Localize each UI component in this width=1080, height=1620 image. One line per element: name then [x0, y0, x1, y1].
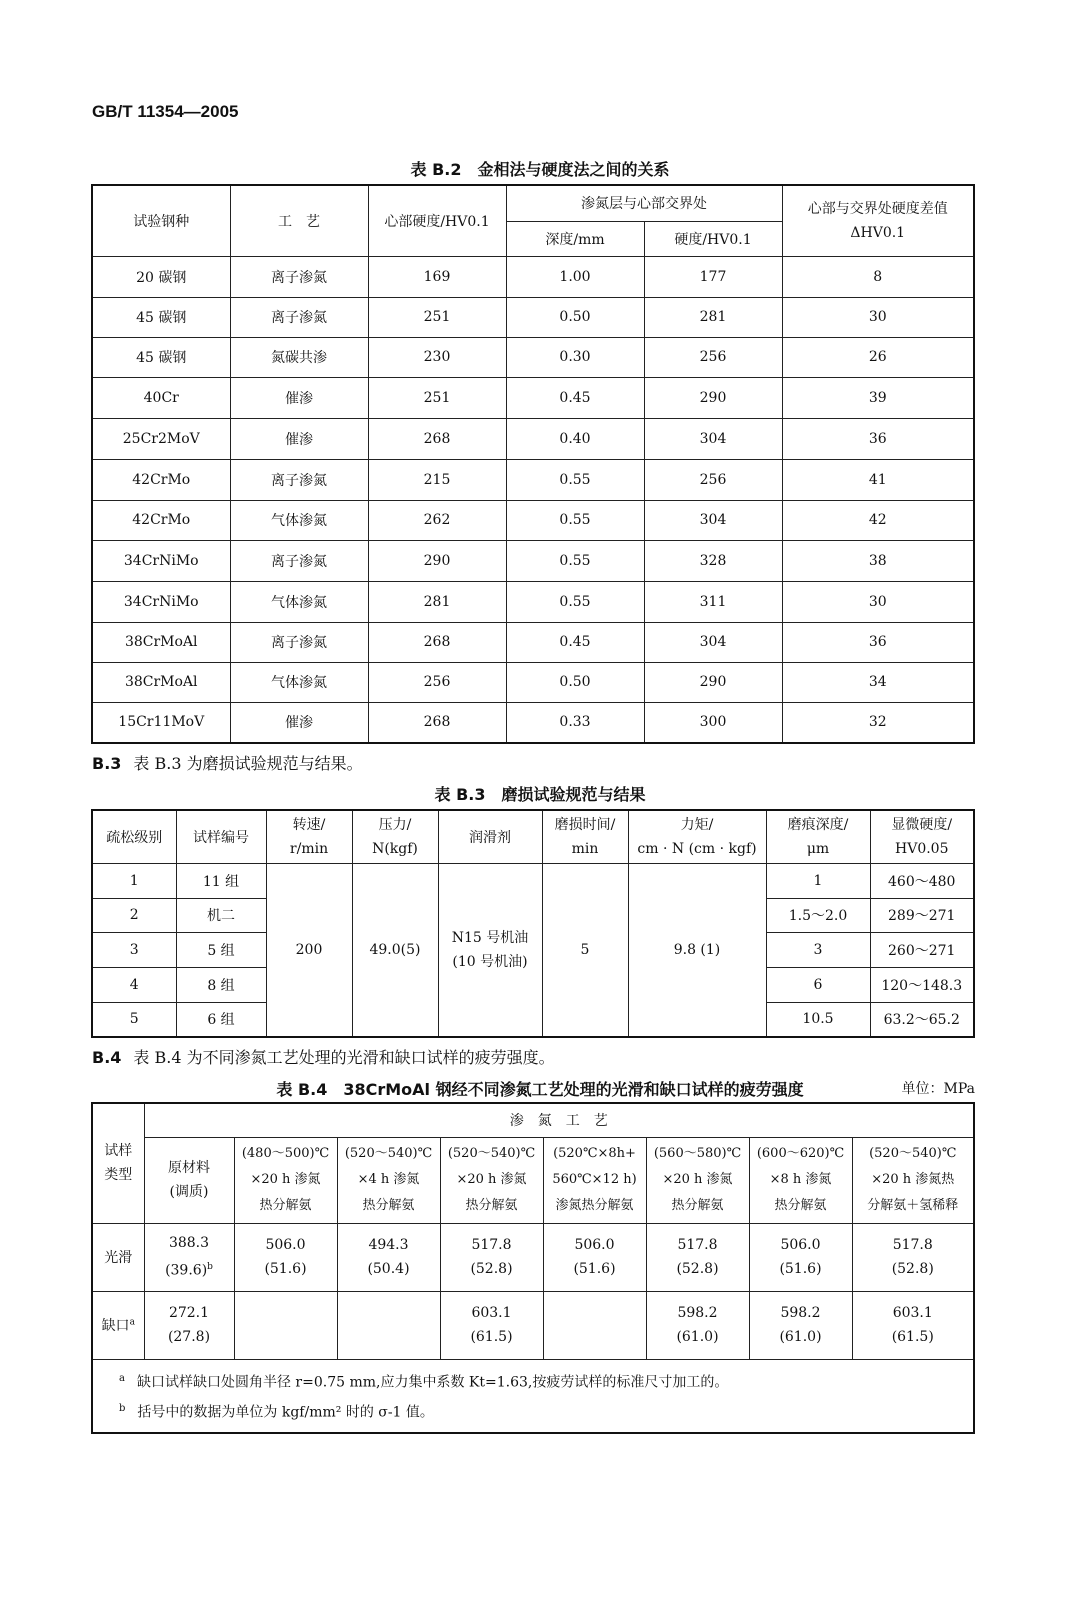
- cell-hardness-diff: 30: [782, 581, 974, 622]
- header-diff-line1: 心部与交界处硬度差值: [807, 200, 948, 217]
- cell-steel: 38CrMoAl: [92, 622, 230, 662]
- cell-steel: 25Cr2MoV: [92, 418, 230, 459]
- cell-steel: 42CrMo: [92, 459, 230, 500]
- cell-depth: 0.33: [506, 702, 644, 743]
- footnote-mark-a: a: [129, 1317, 135, 1328]
- cell-process: 氮碳共渗: [230, 337, 368, 377]
- cell-depth: 0.55: [506, 540, 644, 581]
- table-row-smooth: [92, 1223, 974, 1291]
- cell-value: (61.5): [891, 1329, 934, 1345]
- cell-steel: 40Cr: [92, 377, 230, 418]
- cell-process: 离子渗氮: [230, 297, 368, 337]
- header-pressure: [352, 810, 438, 863]
- cell-smooth-p2: [337, 1223, 440, 1291]
- cell-value: 603.1: [471, 1305, 512, 1321]
- header-p4-l3: 渗氮热分解氨: [555, 1198, 634, 1213]
- cell-sample: 5 组: [176, 932, 266, 967]
- header-process-6: [749, 1137, 852, 1223]
- cell-steel: 34CrNiMo: [92, 581, 230, 622]
- footnote-a: [119, 1366, 971, 1396]
- cell-core-hardness: 262: [368, 500, 506, 540]
- cell-smooth-p1: [234, 1223, 337, 1291]
- cell-core-hardness: 290: [368, 540, 506, 581]
- cell-process: 离子渗氮: [230, 622, 368, 662]
- cell-value: 517.8: [892, 1237, 933, 1253]
- cell-grade: 4: [92, 967, 176, 1002]
- table-row: [92, 581, 974, 622]
- header-nitriding-process: 渗 氮 工 艺: [144, 1103, 974, 1137]
- cell-pressure: 49.0(5): [352, 863, 438, 1037]
- cell-hardness-diff: 38: [782, 540, 974, 581]
- table-row: [92, 622, 974, 662]
- cell-value: 517.8: [677, 1237, 718, 1253]
- cell-depth: 0.50: [506, 662, 644, 702]
- header-micro-1: 显微硬度/: [891, 816, 953, 833]
- cell-steel: 42CrMo: [92, 500, 230, 540]
- header-torque: [628, 810, 766, 863]
- cell-depth: 0.55: [506, 581, 644, 622]
- cell-steel: 34CrNiMo: [92, 540, 230, 581]
- cell-core-hardness: 251: [368, 377, 506, 418]
- header-p2-l1: (520～540)℃: [344, 1146, 433, 1161]
- cell-smooth-p5: [646, 1223, 749, 1291]
- header-p3-l2: ×20 h 渗氮: [456, 1172, 527, 1187]
- cell-process: 离子渗氮: [230, 459, 368, 500]
- header-time-1: 磨损时间/: [554, 816, 616, 833]
- header-wear-depth: [766, 810, 870, 863]
- section-b3-number: B.3: [92, 754, 122, 773]
- cell-depth: 0.55: [506, 459, 644, 500]
- cell-hardness-diff: 39: [782, 377, 974, 418]
- cell-steel: 20 碳钢: [92, 256, 230, 297]
- cell-core-hardness: 169: [368, 256, 506, 297]
- header-speed: [266, 810, 352, 863]
- header-core-hardness: 心部硬度/HV0.1: [368, 185, 506, 256]
- cell-value: (52.8): [676, 1261, 719, 1277]
- header-torque-1: 力矩/: [680, 816, 714, 833]
- cell-hardness-diff: 26: [782, 337, 974, 377]
- cell-core-hardness: 268: [368, 622, 506, 662]
- cell-notch-p7: [852, 1291, 974, 1359]
- cell-micro: 63.2～65.2: [870, 1002, 974, 1037]
- cell-micro: 460～480: [870, 863, 974, 898]
- header-time-2: min: [571, 840, 599, 857]
- header-interface: 渗氮层与心部交界处: [506, 185, 782, 221]
- cell-core-hardness: 215: [368, 459, 506, 500]
- header-depth: 深度/mm: [506, 221, 644, 256]
- header-p6-l3: 热分解氨: [774, 1198, 827, 1213]
- footnote-b: [119, 1396, 971, 1426]
- footnotes: [92, 1359, 974, 1433]
- cell-steel: 38CrMoAl: [92, 662, 230, 702]
- cell-hardness: 304: [644, 622, 782, 662]
- cell-grade: 5: [92, 1002, 176, 1037]
- footnote-mark-b: b: [207, 1262, 213, 1273]
- cell-lube-2: (10 号机油): [452, 953, 528, 970]
- footnote-b-mark: b: [119, 1402, 126, 1414]
- cell-lube-1: N15 号机油: [451, 929, 529, 946]
- cell-process: 离子渗氮: [230, 256, 368, 297]
- header-lube: 润滑剂: [438, 810, 542, 863]
- cell-notch-p2: [337, 1291, 440, 1359]
- cell-wear: 1.5～2.0: [766, 898, 870, 932]
- cell-value: (52.8): [891, 1261, 934, 1277]
- cell-core-hardness: 256: [368, 662, 506, 702]
- table-row: [92, 418, 974, 459]
- cell-value: (27.8): [167, 1329, 211, 1345]
- cell-core-hardness: 230: [368, 337, 506, 377]
- header-p6-l2: ×8 h 渗氮: [769, 1172, 832, 1187]
- cell-process: 催渗: [230, 702, 368, 743]
- table-row: [92, 500, 974, 540]
- header-p6-l1: (600～620)℃: [756, 1146, 845, 1161]
- header-p7-l2: ×20 h 渗氮热: [871, 1172, 955, 1187]
- header-raw-1: 原材料: [168, 1160, 210, 1176]
- header-p3-l3: 热分解氨: [465, 1198, 518, 1213]
- header-sample: 试样编号: [176, 810, 266, 863]
- standard-code: GB/T 11354—2005: [92, 102, 239, 121]
- cell-depth: 0.50: [506, 297, 644, 337]
- cell-smooth-p6: [749, 1223, 852, 1291]
- cell-value: (50.4): [367, 1261, 410, 1277]
- cell-steel: 45 碳钢: [92, 297, 230, 337]
- cell-notch-p3: [440, 1291, 543, 1359]
- cell-grade: 1: [92, 863, 176, 898]
- table-row: [92, 540, 974, 581]
- cell-notch-p6: [749, 1291, 852, 1359]
- cell-steel: 45 碳钢: [92, 337, 230, 377]
- cell-notch-p1: [234, 1291, 337, 1359]
- footnote-b-text: 括号中的数据为单位为 kgf/mm² 时的 σ-1 值。: [137, 1404, 434, 1421]
- cell-hardness: 328: [644, 540, 782, 581]
- cell-hardness: 304: [644, 500, 782, 540]
- header-p5-l3: 热分解氨: [671, 1198, 724, 1213]
- cell-value: (51.6): [779, 1261, 822, 1277]
- cell-hardness-diff: 36: [782, 418, 974, 459]
- row-label-smooth: 光滑: [92, 1223, 144, 1291]
- cell-grade: 3: [92, 932, 176, 967]
- header-raw-2: (调质): [169, 1184, 209, 1200]
- cell-wear: 3: [766, 932, 870, 967]
- header-grade: 疏松级别: [92, 810, 176, 863]
- cell-hardness: 300: [644, 702, 782, 743]
- cell-value: (51.6): [573, 1261, 616, 1277]
- cell-value: 272.1: [168, 1305, 210, 1321]
- cell-process: 气体渗氮: [230, 581, 368, 622]
- cell-hardness: 256: [644, 459, 782, 500]
- header-micro-hardness: [870, 810, 974, 863]
- cell-sample: 6 组: [176, 1002, 266, 1037]
- cell-hardness-diff: 30: [782, 297, 974, 337]
- header-hardness: 硬度/HV0.1: [644, 221, 782, 256]
- cell-value: (61.0): [676, 1329, 719, 1345]
- table-b3: [91, 809, 975, 1038]
- header-p7-l1: (520～540)℃: [869, 1146, 957, 1161]
- cell-hardness: 177: [644, 256, 782, 297]
- table-b2-caption: 表 B.2 金相法与硬度法之间的关系: [410, 160, 670, 179]
- header-p7-l3: 分解氨＋氢稀释: [867, 1198, 959, 1213]
- cell-value: 506.0: [780, 1237, 821, 1253]
- cell-smooth-p3: [440, 1223, 543, 1291]
- header-hardness-diff: [782, 185, 974, 256]
- cell-value: 603.1: [892, 1305, 933, 1321]
- cell-value: 388.3: [168, 1235, 210, 1252]
- section-b4: [92, 1045, 555, 1068]
- cell-depth: 0.30: [506, 337, 644, 377]
- table-row: [92, 297, 974, 337]
- cell-hardness-diff: 36: [782, 622, 974, 662]
- cell-speed: 200: [266, 863, 352, 1037]
- header-time: [542, 810, 628, 863]
- cell-core-hardness: 281: [368, 581, 506, 622]
- header-p1-l1: (480～500)℃: [241, 1146, 330, 1161]
- cell-value: (39.6): [165, 1262, 208, 1279]
- cell-hardness: 256: [644, 337, 782, 377]
- cell-hardness: 281: [644, 297, 782, 337]
- cell-process: 催渗: [230, 377, 368, 418]
- cell-value: 506.0: [265, 1237, 306, 1253]
- cell-sample: 8 组: [176, 967, 266, 1002]
- header-process-1: [234, 1137, 337, 1223]
- section-b4-number: B.4: [92, 1048, 122, 1067]
- header-p5-l1: (560～580)℃: [653, 1146, 742, 1161]
- section-b3-text: 表 B.3 为磨损试验规范与结果。: [133, 754, 363, 773]
- cell-hardness: 304: [644, 418, 782, 459]
- cell-hardness: 290: [644, 662, 782, 702]
- cell-value: (61.5): [470, 1329, 513, 1345]
- cell-smooth-p7: [852, 1223, 974, 1291]
- cell-micro: 289～271: [870, 898, 974, 932]
- header-p2-l2: ×4 h 渗氮: [357, 1172, 420, 1187]
- section-b4-text: 表 B.4 为不同渗氮工艺处理的光滑和缺口试样的疲劳强度。: [133, 1048, 555, 1067]
- header-torque-2: cm · N (cm · kgf): [637, 840, 757, 857]
- cell-process: 离子渗氮: [230, 540, 368, 581]
- footnote-a-mark: a: [119, 1373, 125, 1385]
- cell-hardness-diff: 42: [782, 500, 974, 540]
- cell-micro: 260～271: [870, 932, 974, 967]
- cell-time: 5: [542, 863, 628, 1037]
- table-b4-caption: 表 B.4 38CrMoAl 钢经不同渗氮工艺处理的光滑和缺口试样的疲劳强度: [276, 1080, 804, 1099]
- header-raw-material: [144, 1137, 234, 1223]
- cell-smooth-p4: [543, 1223, 646, 1291]
- cell-depth: 0.45: [506, 377, 644, 418]
- cell-value: (51.6): [264, 1261, 307, 1277]
- header-steel: 试验钢种: [92, 185, 230, 256]
- cell-notch-p5: [646, 1291, 749, 1359]
- header-type-1: 试样: [104, 1143, 133, 1160]
- header-process-4: [543, 1137, 646, 1223]
- cell-wear: 1: [766, 863, 870, 898]
- cell-depth: 0.55: [506, 500, 644, 540]
- header-pressure-1: 压力/: [378, 816, 412, 833]
- header-wear-1: 磨痕深度/: [787, 816, 849, 833]
- cell-notch-p4: [543, 1291, 646, 1359]
- cell-hardness-diff: 34: [782, 662, 974, 702]
- header-speed-1: 转速/: [292, 816, 326, 833]
- cell-process: 催渗: [230, 418, 368, 459]
- cell-smooth-raw: [144, 1223, 234, 1291]
- header-p4-l1: (520℃×8h+: [553, 1146, 636, 1161]
- header-process-3: [440, 1137, 543, 1223]
- cell-hardness: 311: [644, 581, 782, 622]
- cell-process: 气体渗氮: [230, 500, 368, 540]
- cell-depth: 1.00: [506, 256, 644, 297]
- table-b4: [91, 1102, 975, 1434]
- header-p4-l2: 560℃×12 h): [552, 1172, 637, 1187]
- header-p3-l1: (520～540)℃: [447, 1146, 536, 1161]
- header-wear-2: μm: [806, 840, 830, 857]
- cell-value: 506.0: [574, 1237, 615, 1253]
- cell-wear: 10.5: [766, 1002, 870, 1037]
- cell-depth: 0.40: [506, 418, 644, 459]
- table-row: [92, 863, 974, 898]
- header-speed-2: r/min: [289, 840, 329, 857]
- cell-core-hardness: 268: [368, 702, 506, 743]
- table-row: [92, 377, 974, 418]
- cell-core-hardness: 251: [368, 297, 506, 337]
- header-process-5: [646, 1137, 749, 1223]
- footnotes-row: [92, 1359, 974, 1433]
- header-p1-l3: 热分解氨: [259, 1198, 312, 1213]
- cell-hardness: 290: [644, 377, 782, 418]
- header-p5-l2: ×20 h 渗氮: [662, 1172, 733, 1187]
- footnote-a-text: 缺口试样缺口处圆角半径 r=0.75 mm,应力集中系数 Kt=1.63,按疲劳试样的标准尺寸加工的。: [136, 1374, 729, 1391]
- row-label-notch: [92, 1291, 144, 1359]
- cell-value: 598.2: [780, 1305, 821, 1321]
- cell-value: (52.8): [470, 1261, 513, 1277]
- header-p2-l3: 热分解氨: [362, 1198, 415, 1213]
- table-row-notch: [92, 1291, 974, 1359]
- cell-hardness-diff: 32: [782, 702, 974, 743]
- cell-value: (61.0): [779, 1329, 822, 1345]
- header-process-7: [852, 1137, 974, 1223]
- header-process: 工 艺: [230, 185, 368, 256]
- cell-wear: 6: [766, 967, 870, 1002]
- notch-label: 缺口: [101, 1318, 130, 1334]
- header-pressure-2: N(kgf): [372, 840, 418, 857]
- cell-sample: 机二: [176, 898, 266, 932]
- cell-hardness-diff: 41: [782, 459, 974, 500]
- cell-value: 517.8: [471, 1237, 512, 1253]
- header-process-2: [337, 1137, 440, 1223]
- table-b4-unit: 单位：MPa: [901, 1081, 975, 1097]
- header-sample-type: [92, 1103, 144, 1223]
- cell-hardness-diff: 8: [782, 256, 974, 297]
- table-row: [92, 662, 974, 702]
- table-row: [92, 459, 974, 500]
- cell-depth: 0.45: [506, 622, 644, 662]
- cell-grade: 2: [92, 898, 176, 932]
- header-micro-2: HV0.05: [895, 840, 949, 857]
- header-type-2: 类型: [104, 1167, 133, 1184]
- cell-torque: 9.8 (1): [628, 863, 766, 1037]
- section-b3: [92, 751, 363, 774]
- table-row: [92, 702, 974, 743]
- table-b3-caption: 表 B.3 磨损试验规范与结果: [434, 785, 646, 804]
- cell-notch-raw: [144, 1291, 234, 1359]
- header-diff-line2: ΔHV0.1: [850, 224, 906, 241]
- table-row: [92, 337, 974, 377]
- cell-steel: 15Cr11MoV: [92, 702, 230, 743]
- cell-value: 598.2: [677, 1305, 718, 1321]
- cell-lube: [438, 863, 542, 1037]
- cell-micro: 120～148.3: [870, 967, 974, 1002]
- header-p1-l2: ×20 h 渗氮: [250, 1172, 321, 1187]
- cell-sample: 11 组: [176, 863, 266, 898]
- cell-process: 气体渗氮: [230, 662, 368, 702]
- table-row: [92, 256, 974, 297]
- table-b2: [91, 184, 975, 744]
- cell-core-hardness: 268: [368, 418, 506, 459]
- cell-value: 494.3: [368, 1237, 409, 1253]
